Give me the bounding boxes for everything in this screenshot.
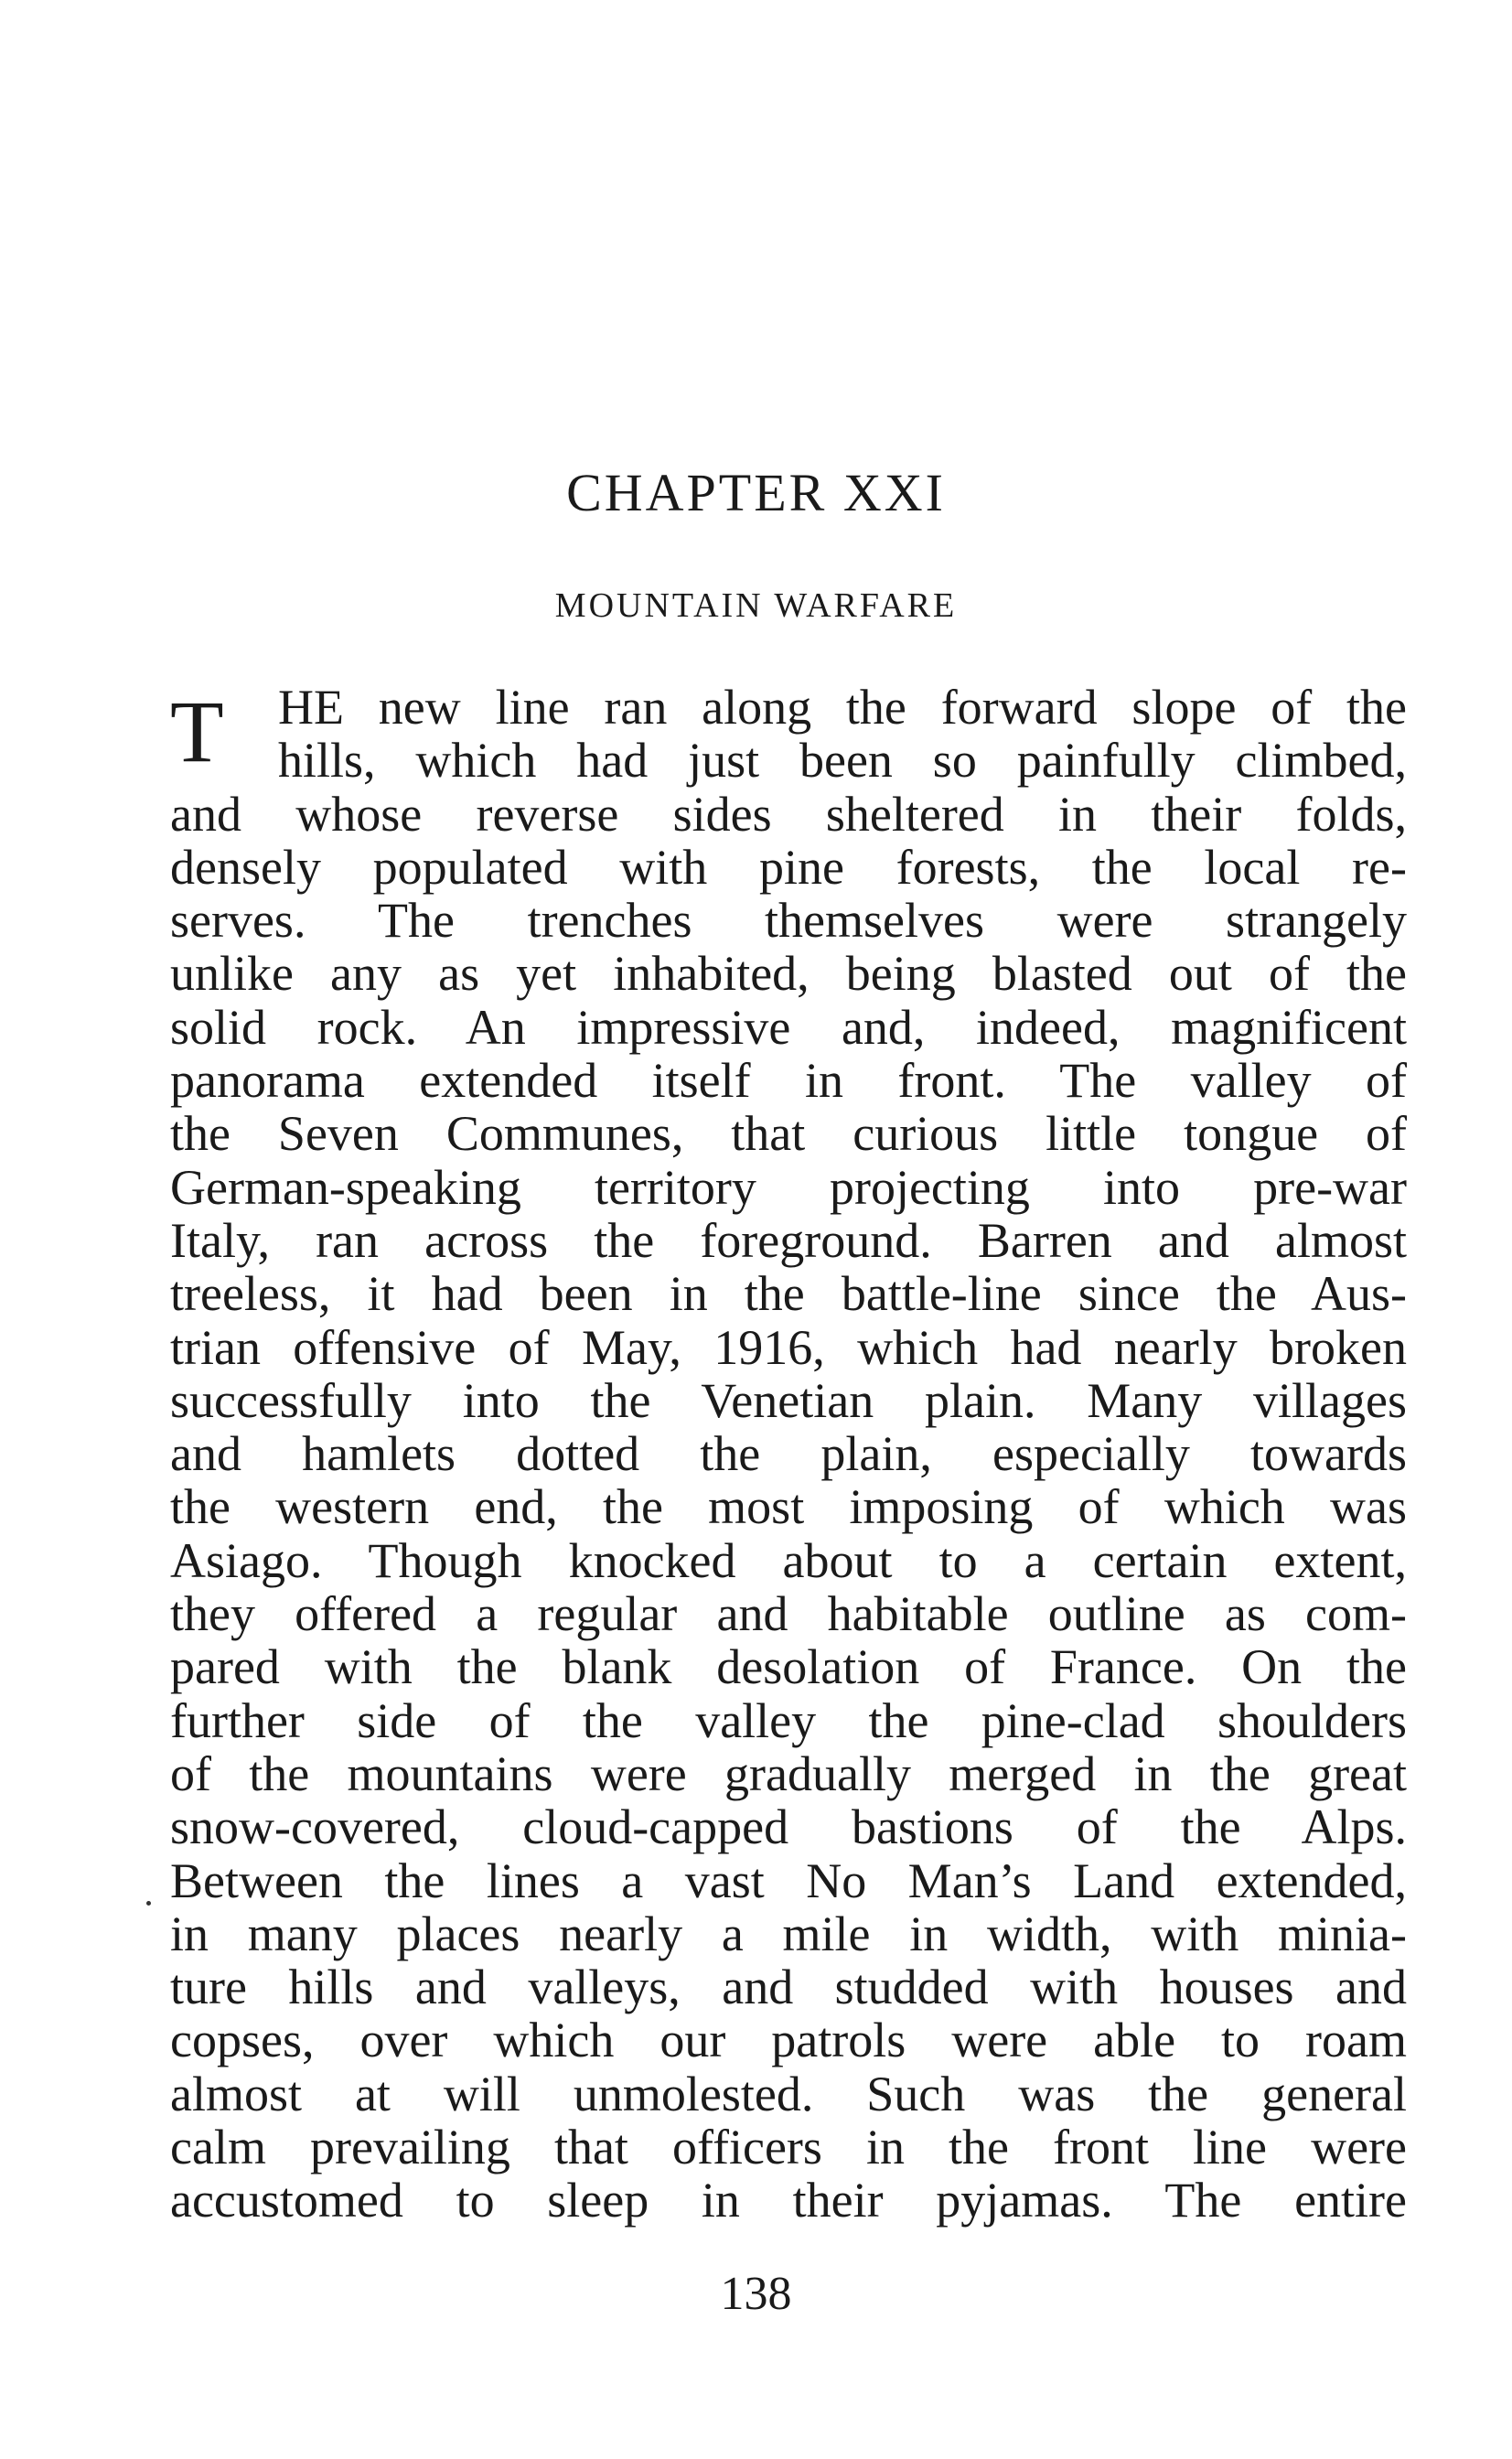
- text-line: panorama extended itself in front. The valley of: [170, 1053, 1407, 1109]
- text-line: German-speaking territory projecting into pre-war: [170, 1159, 1407, 1215]
- text-line: Between the lines a vast No Man’s Land extended,: [170, 1852, 1407, 1908]
- text-line: the western end, the most imposing of which was: [170, 1479, 1407, 1535]
- text-line: Italy, ran across the foreground. Barren and almost: [170, 1212, 1407, 1268]
- drop-cap: T: [170, 682, 224, 780]
- text-line: further side of the valley the pine-clad shoulders: [170, 1692, 1407, 1748]
- chapter-title: CHAPTER XXI: [566, 463, 946, 522]
- text-line: calm prevailing that officers in the front line were: [170, 2120, 1407, 2175]
- text-line: unlike any as yet inhabited, being blasted out of the: [170, 946, 1407, 1002]
- text-line: pared with the blank desolation of France. On the: [170, 1639, 1407, 1695]
- chapter-subtitle: MOUNTAIN WARFARE: [554, 586, 958, 625]
- text-line: solid rock. An impressive and, indeed, magnificent: [170, 999, 1407, 1055]
- text-line: treeless, it had been in the battle-line since the Aus-: [170, 1266, 1407, 1322]
- body-text: [170, 681, 1407, 2228]
- text-line: the Seven Communes, that curious little tongue of: [170, 1106, 1407, 1162]
- text-line: and hamlets dotted the plain, especially towards: [170, 1426, 1407, 1482]
- text-line: copses, over which our patrols were able to roam: [170, 2013, 1407, 2068]
- text-line: hills, which had just been so painfully climbed,: [278, 733, 1407, 789]
- text-line: ture hills and valleys, and studded with houses and: [170, 1960, 1407, 2015]
- text-line: and whose reverse sides sheltered in their folds,: [170, 786, 1407, 842]
- stray-ink-dot: [146, 1901, 151, 1906]
- text-line: accustomed to sleep in their pyjamas. The entire: [170, 2173, 1407, 2228]
- page-number: 138: [720, 2268, 792, 2320]
- text-line: trian offensive of May, 1916, which had nearly broken: [170, 1319, 1407, 1375]
- text-line: HE new line ran along the forward slope of the: [278, 680, 1407, 735]
- text-line: successfully into the Venetian plain. Many villages: [170, 1372, 1407, 1428]
- text-line: snow-covered, cloud-capped bastions of the Alps.: [170, 1799, 1407, 1855]
- text-line: densely populated with pine forests, the local re-: [170, 839, 1407, 895]
- text-line: in many places nearly a mile in width, with minia-: [170, 1906, 1407, 1961]
- text-line: Asiago. Though knocked about to a certain extent,: [170, 1532, 1407, 1588]
- text-line: they offered a regular and habitable outline as com-: [170, 1586, 1407, 1642]
- text-line: almost at will unmolested. Such was the general: [170, 2066, 1407, 2121]
- text-line: serves. The trenches themselves were strangely: [170, 893, 1407, 949]
- text-line: of the mountains were gradually merged in the great: [170, 1745, 1407, 1801]
